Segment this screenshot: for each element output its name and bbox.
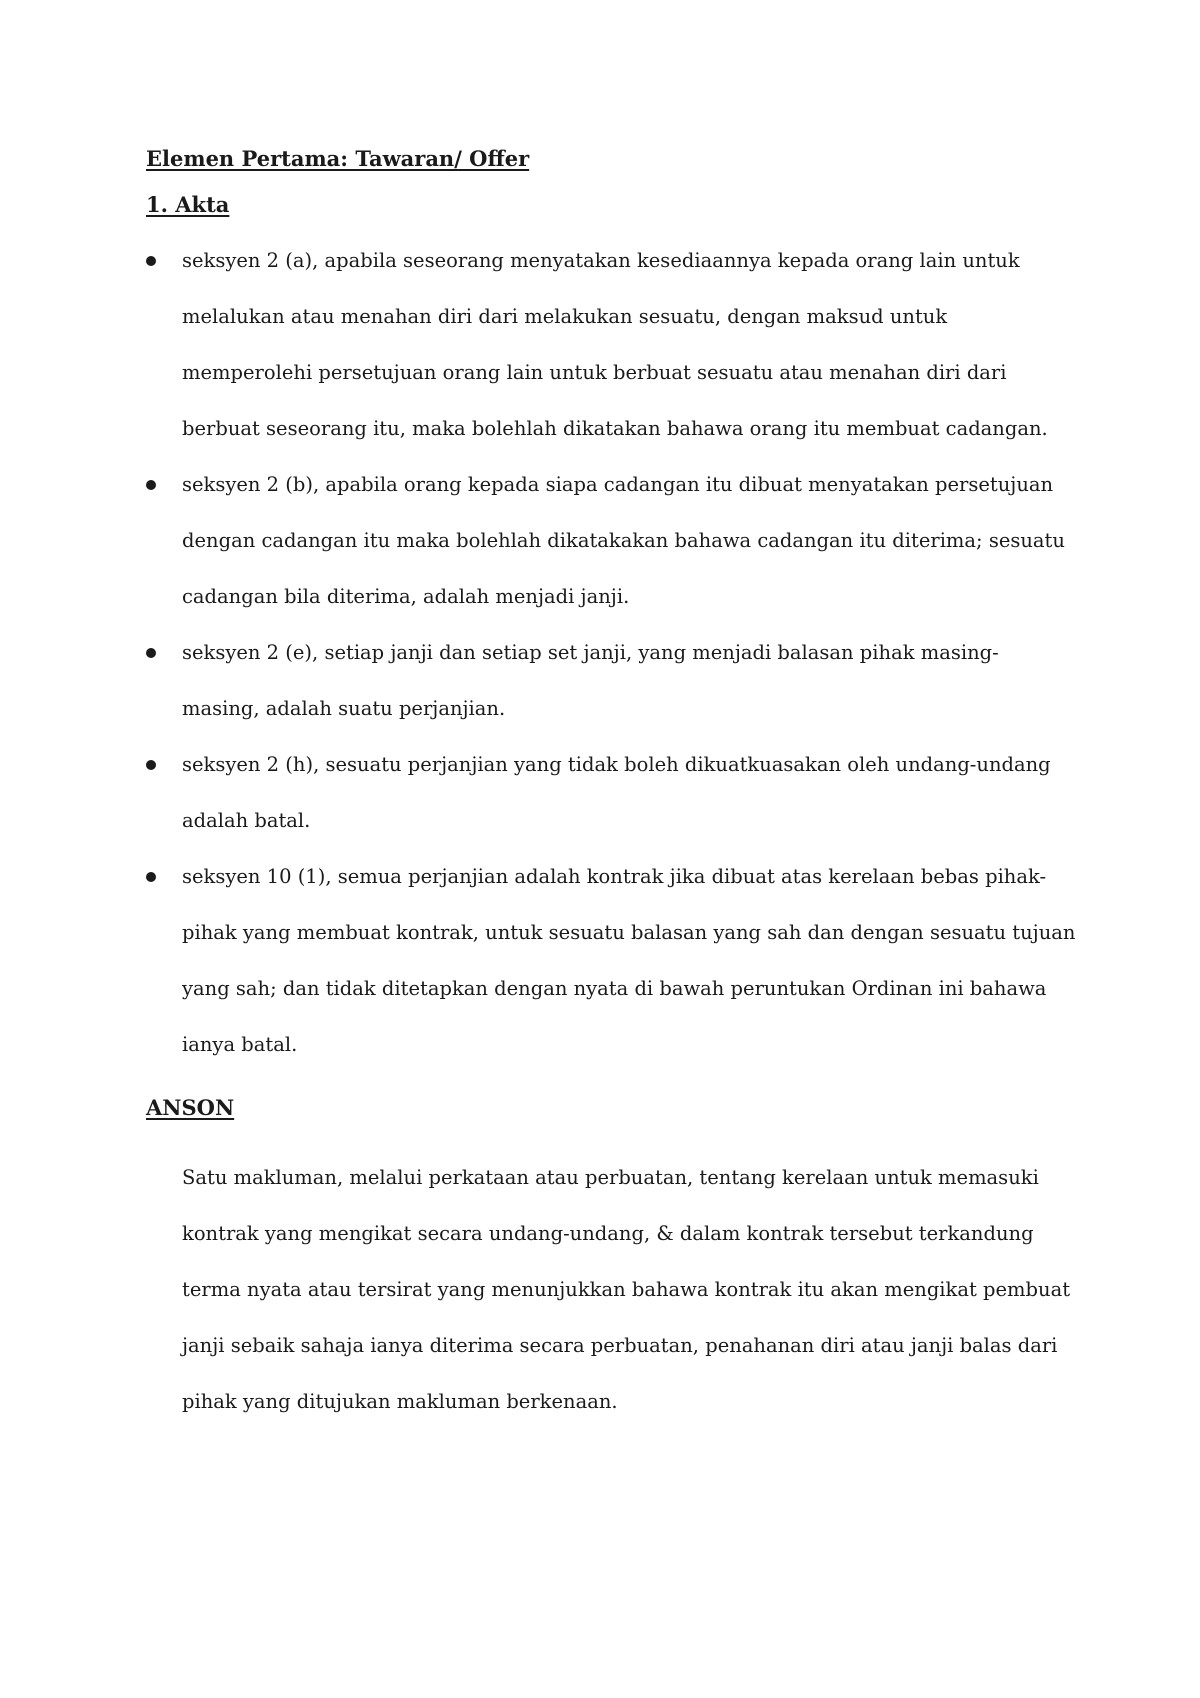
bullet-icon bbox=[146, 760, 156, 770]
list-item-text: seksyen 2 (e), setiap janji dan setiap set janji, yang menjadi balasan pihak masing-masing, adalah suatu perjanjian. bbox=[182, 641, 999, 720]
akta-bullet-list bbox=[146, 233, 1076, 1073]
document-title: Elemen Pertama: Tawaran/ Offer bbox=[146, 146, 530, 171]
bullet-icon bbox=[146, 256, 156, 266]
list-item bbox=[146, 737, 1076, 849]
list-item bbox=[146, 849, 1076, 1073]
bullet-icon bbox=[146, 480, 156, 490]
list-item-text: seksyen 10 (1), semua perjanjian adalah kontrak jika dibuat atas kerelaan bebas pihak-pihak yang membuat kontrak, untuk sesuatu balasan yang sah dan dengan sesuatu tujuan yang sah; dan tidak ditetapkan dengan nyata di bawah peruntukan Ordinan ini bahawa ianya batal. bbox=[182, 865, 1076, 1056]
anson-paragraph: Satu makluman, melalui perkataan atau perbuatan, tentang kerelaan untuk memasuki kontrak yang mengikat secara undang-undang, & dalam kontrak tersebut terkandung terma nyata atau tersirat yang menunjukkan bahawa kontrak itu akan mengikat pembuat janji sebaik sahaja ianya diterima secara perbuatan, penahanan diri atau janji balas dari pihak yang ditujukan makluman berkenaan. bbox=[182, 1166, 1071, 1413]
section-heading-akta: 1. Akta bbox=[146, 192, 230, 217]
list-item bbox=[146, 625, 1076, 737]
list-item-text: seksyen 2 (h), sesuatu perjanjian yang tidak boleh dikuatkuasakan oleh undang-undang adalah batal. bbox=[182, 753, 1051, 832]
bullet-icon bbox=[146, 648, 156, 658]
list-item bbox=[146, 457, 1076, 625]
list-item bbox=[146, 233, 1076, 457]
list-item-text: seksyen 2 (a), apabila seseorang menyatakan kesediaannya kepada orang lain untuk melalukan atau menahan diri dari melakukan sesuatu, dengan maksud untuk memperolehi persetujuan orang lain untuk berbuat sesuatu atau menahan diri dari berbuat seseorang itu, maka bolehlah dikatakan bahawa orang itu membuat cadangan. bbox=[182, 249, 1048, 440]
bullet-icon bbox=[146, 872, 156, 882]
section-heading-anson: ANSON bbox=[146, 1095, 235, 1120]
list-item-text: seksyen 2 (b), apabila orang kepada siapa cadangan itu dibuat menyatakan persetujuan dengan cadangan itu maka bolehlah dikatakakan bahawa cadangan itu diterima; sesuatu cadangan bila diterima, adalah menjadi janji. bbox=[182, 473, 1065, 608]
